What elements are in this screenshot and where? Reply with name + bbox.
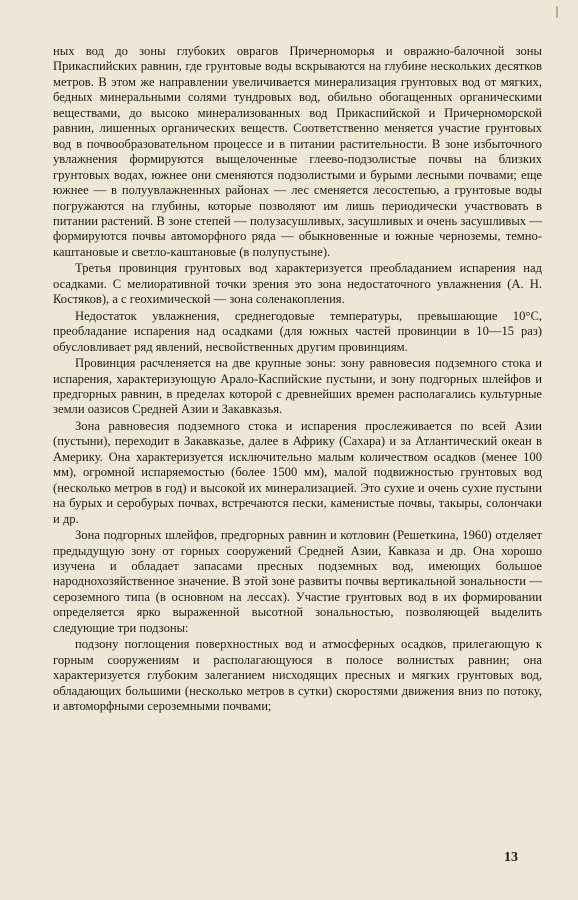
body-text (53, 44, 542, 714)
paragraph-4: Провинция расчленяется на две крупные зоны: зону равновесия подземного стока и испарения, характеризующую Арало-Каспийские пустыни, и зону подгорных шлейфов и предгорных равнин, в пределах которой с древнейших времен располагались культурные земли оазисов Средней Азии и Закавказья. (53, 356, 542, 417)
paragraph-7: подзону поглощения поверхностных вод и атмосферных осадков, прилегающую к горным сооружениям и располагающуюся в полосе волнистых равнин; она характеризуется глубоким залеганием нисходящих пресных и мягких грунтовых вод, обладающих большими (несколько метров в сутки) скоростями движения вниз по потоку, и автоморфными сероземными почвами; (53, 637, 542, 714)
paragraph-3: Недостаток увлажнения, среднегодовые температуры, превышающие 10°С, преобладание испарения над осадками (для южных частей провинции в 10—15 раз) обусловливает ряд явлений, несвойственных другим провинциям. (53, 308, 542, 354)
paragraph-2: Третья провинция грунтовых вод характеризуется преобладанием испарения над осадками. С мелиоративной точки зрения это зона недостаточного увлажнения (А. Н. Костяков), а с геохимической — зона соленакопления. (53, 261, 542, 307)
page-number: 13 (504, 850, 518, 865)
scan-mark (556, 6, 558, 18)
paragraph-1: ных вод до зоны глубоких оврагов Причерноморья и овражно-балочной зоны Прикаспийских равнин, где грунтовые воды вскрываются на глубине нескольких десятков метров. В этом же направлении увеличивается минерализация грунтовых вод от мягких, бедных минеральными солями тундровых вод, обильно обогащенных органическими веществами, до высоко минерализованных вод Прикаспийской и Причерноморской равнин, лишенных органических веществ. Соответственно меняется участие грунтовых вод в почвообразовательном процессе и в питании растительности. В зоне избыточного увлажнения формируются выщелоченные глеево-подзолистые почвы на близких грунтовых водах, южнее они сменяются подзолистыми и бурыми лесными почвами; еще южнее — в полуувлажненных районах — лес сменяется лесостепью, а грунтовые воды погружаются на глубины, которые позволяют им лишь периодически участвовать в питании растений. В зоне степей — полузасушливых, засушливых и очень засушливых — формируются почвы автоморфного ряда — обыкновенные и южные черноземы, темно-каштановые и светло-каштановые (в полупустыне). (53, 44, 542, 259)
paragraph-6: Зона подгорных шлейфов, предгорных равнин и котловин (Решеткина, 1960) отделяет предыдущую зону от горных сооружений Средней Азии, Кавказа и др. Она хорошо изучена и обладает запасами пресных подземных вод, имеющих большое народнохозяйственное значение. В этой зоне развиты почвы вертикальной зональности — сероземного типа (в основном на лессах). Участие грунтовых вод в их формировании определяется ярко выраженной высотной зональностью, позволяющей выделить следующие три подзоны: (53, 528, 542, 635)
paragraph-5: Зона равновесия подземного стока и испарения прослеживается по всей Азии (пустыни), переходит в Закавказье, далее в Африку (Сахара) и за Атлантический океан в Америку. Она характеризуется исключительно малым количеством осадков (менее 100 мм), огромной испаряемостью (более 1500 мм), малой подвижностью грунтовых вод (несколько метров в год) и высокой их минерализацией. Это сухие и очень сухие пустыни на бурых и серобурых почвах, встречаются пески, каменистые почвы, такыры, солончаки и др. (53, 418, 542, 526)
